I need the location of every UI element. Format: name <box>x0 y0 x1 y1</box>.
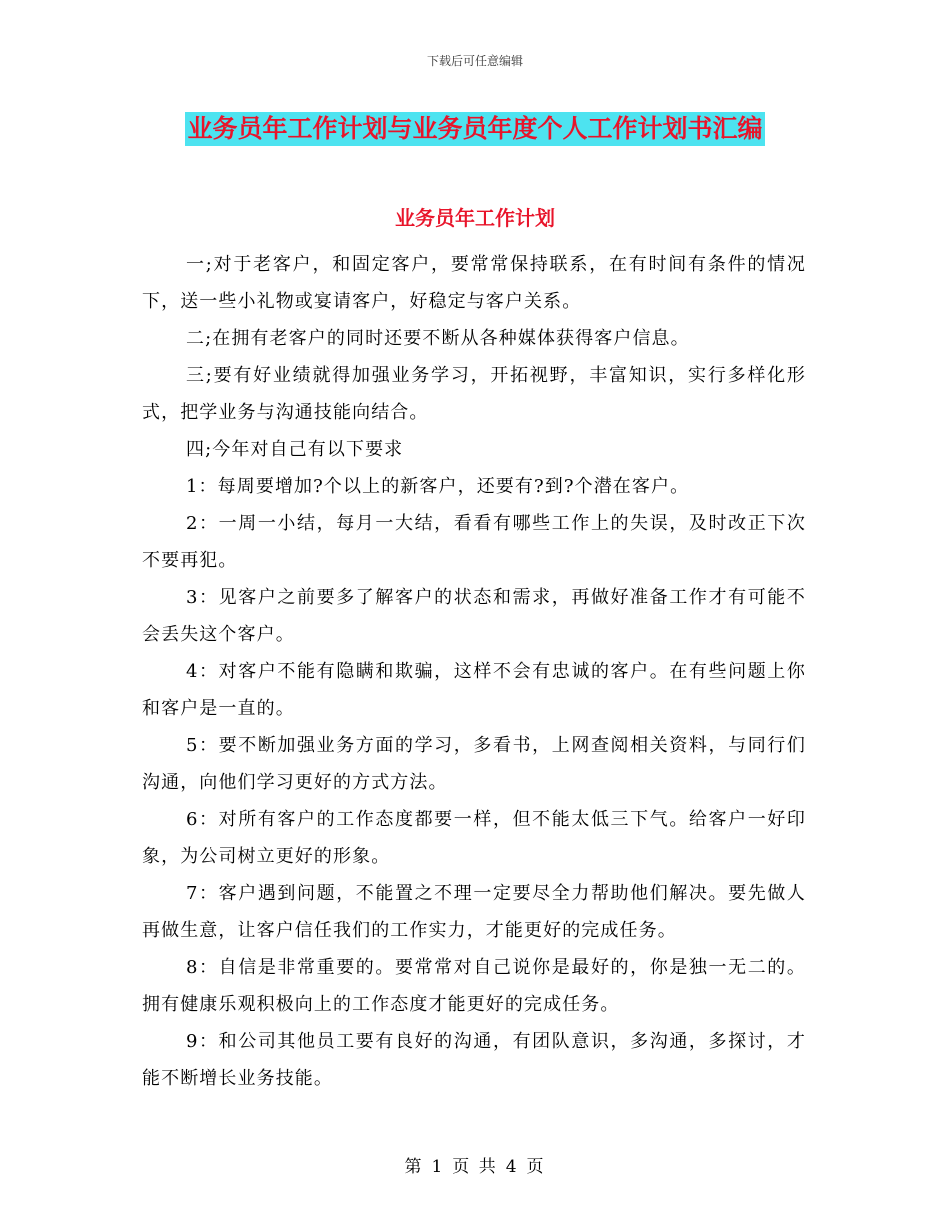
footer-total-pages: 4 <box>505 1157 519 1177</box>
header-note: 下载后可任意编辑 <box>426 54 523 68</box>
list-item-7: 7：客户遇到问题，不能置之不理一定要尽全力帮助他们解决。要先做人再做生意，让客户信任我们的工作实力，才能更好的完成任务。 <box>142 883 806 941</box>
list-item-2: 2：一周一小结，每月一大结，看看有哪些工作上的失误，及时改正下次不要再犯。 <box>142 513 806 571</box>
list-item-5: 5：要不断加强业务方面的学习，多看书，上网查阅相关资料，与同行们沟通，向他们学习更好的方式方法。 <box>142 735 806 793</box>
list-item-4: 4：对客户不能有隐瞒和欺骗，这样不会有忠诚的客户。在有些问题上你和客户是一直的。 <box>142 661 806 719</box>
paragraph-3: 三;要有好业绩就得加强业务学习，开拓视野，丰富知识，实行多样化形式，把学业务与沟通技能向结合。 <box>142 365 806 423</box>
paragraph-1: 一;对于老客户，和固定客户，要常常保持联系，在有时间有条件的情况下，送一些小礼物或宴请客户，好稳定与客户关系。 <box>142 254 806 312</box>
list-item-6: 6：对所有客户的工作态度都要一样，但不能太低三下气。给客户一好印象，为公司树立更好的形象。 <box>142 809 806 867</box>
footer-prefix: 第 <box>404 1157 424 1177</box>
page-footer <box>0 1152 950 1177</box>
list-item-1: 1：每周要增加?个以上的新客户，还要有?到?个潜在客户。 <box>186 476 690 497</box>
paragraph-2: 二;在拥有老客户的同时还要不断从各种媒体获得客户信息。 <box>186 328 690 349</box>
list-item-9: 9：和公司其他员工要有良好的沟通，有团队意识，多沟通，多探讨，才能不断增长业务技能。 <box>142 1031 806 1089</box>
main-title-wrap <box>0 112 950 146</box>
section-title: 业务员年工作计划 <box>395 206 555 230</box>
footer-suffix: 页 <box>526 1157 546 1177</box>
paragraph-4: 四;今年对自己有以下要求 <box>186 439 404 460</box>
main-title: 业务员年工作计划与业务员年度个人工作计划书汇编 <box>185 112 764 146</box>
footer-page-number: 1 <box>431 1157 445 1177</box>
footer-middle: 页 共 <box>452 1157 498 1177</box>
list-item-8: 8：自信是非常重要的。要常常对自己说你是最好的，你是独一无二的。拥有健康乐观积极向上的工作态度才能更好的完成任务。 <box>142 957 806 1015</box>
list-item-3: 3：见客户之前要多了解客户的状态和需求，再做好准备工作才有可能不会丢失这个客户。 <box>142 587 806 645</box>
document-body <box>142 246 806 1097</box>
